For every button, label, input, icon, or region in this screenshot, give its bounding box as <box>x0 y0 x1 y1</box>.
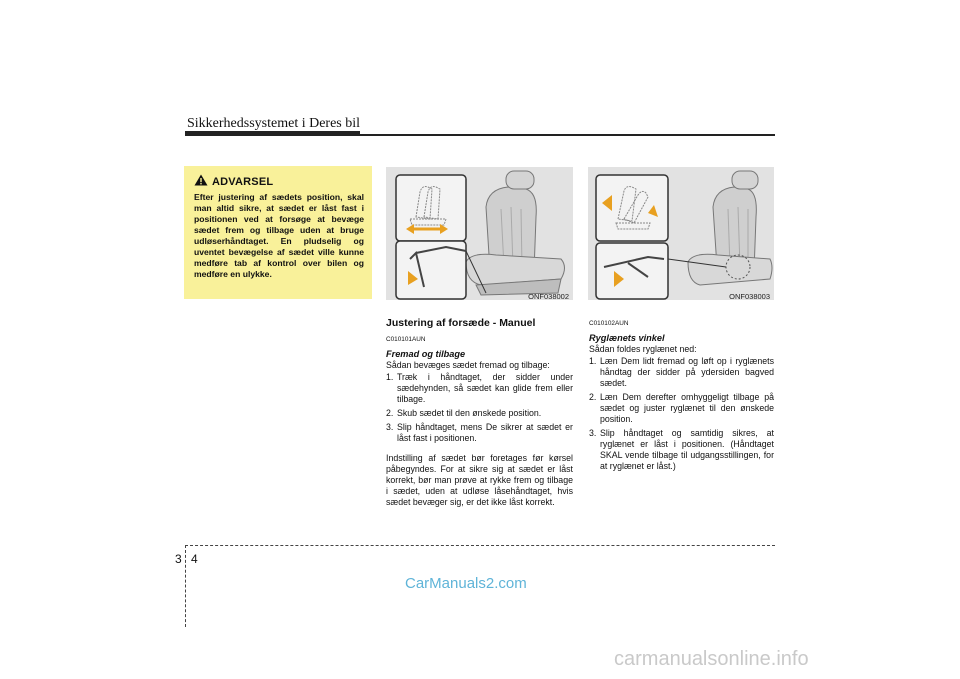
step-list <box>589 356 774 472</box>
seatback-angle-section <box>589 318 774 475</box>
list-item: 2. Læn Dem derefter omhyggeligt tilbage på sædet og juster ryglænet til den ønskede position. <box>589 392 774 424</box>
section-subtitle: Fremad og tilbage <box>386 349 466 359</box>
seat-adjustment-section <box>386 318 573 508</box>
page-number: 4 <box>191 552 198 566</box>
figure-code: ONF038003 <box>729 292 770 300</box>
list-item: 1. Læn Dem lidt fremad og løft op i ryglænets håndtag der sidder på ydersiden bagved sædet. <box>589 356 774 388</box>
watermark-carmanualsonline: carmanualsonline.info <box>614 648 809 670</box>
footer-rule <box>185 545 775 546</box>
page-header-title: Sikkerhedssystemet i Deres bil <box>187 116 361 131</box>
watermark-carmanuals2[interactable]: CarManuals2.com <box>405 575 527 592</box>
header-rule-accent <box>185 131 360 135</box>
figure-code: ONF038002 <box>528 292 569 300</box>
warning-triangle-icon <box>194 173 208 191</box>
step-list <box>386 372 573 444</box>
section-intro: Sådan foldes ryglænet ned: <box>589 344 697 354</box>
section-code: C010101AUN <box>386 336 426 343</box>
seat-slide-figure <box>386 167 573 300</box>
list-item: 3. Slip håndtaget og samtidig sikres, at ryglænet er låst i positionen. (Håndtaget SKAL vende tilbage til udgangsstillingen, for at ryglænet er låst.) <box>589 428 774 471</box>
warning-title: ADVARSEL <box>212 176 274 188</box>
section-note: Indstilling af sædet bør foretages før kørsel påbegyndes. For at sikre sig at sædet er låst korrekt, bør man prøve at rykke frem og tilbage i sædet, uden at udløse låsehåndtaget, hvis sædet bevæger sig, er det ikke låst korrekt. <box>386 453 573 507</box>
list-item: 2. Skub sædet til den ønskede position. <box>386 408 542 418</box>
list-item: 1. Træk i håndtaget, der sidder under sædehynden, så sædet kan glide frem eller tilbage. <box>386 372 573 404</box>
chapter-number: 3 <box>175 552 182 566</box>
list-item: 3. Slip håndtaget, mens De sikrer at sædet er låst fast i positionen. <box>386 422 573 443</box>
warning-text: Efter justering af sædets position, skal man altid sikre, at sædet er låst fast i positionen ved at forsøge at bevæge sædet frem og tilbage uden at bruge udløserhåndtaget. En pludselig og uventet bevægelse af sædet ville kunne medføre tab af kontrol over bilen og medføre en ulykke. <box>194 192 364 279</box>
seatback-angle-figure <box>588 167 774 300</box>
footer-vertical-rule <box>185 545 186 627</box>
section-subtitle: Ryglænets vinkel <box>589 333 665 343</box>
warning-box <box>184 166 372 299</box>
section-code: C010102AUN <box>589 320 629 327</box>
warning-header <box>194 173 364 191</box>
section-intro: Sådan bevæges sædet fremad og tilbage: <box>386 360 550 370</box>
section-title: Justering af forsæde - Manuel <box>386 317 536 329</box>
